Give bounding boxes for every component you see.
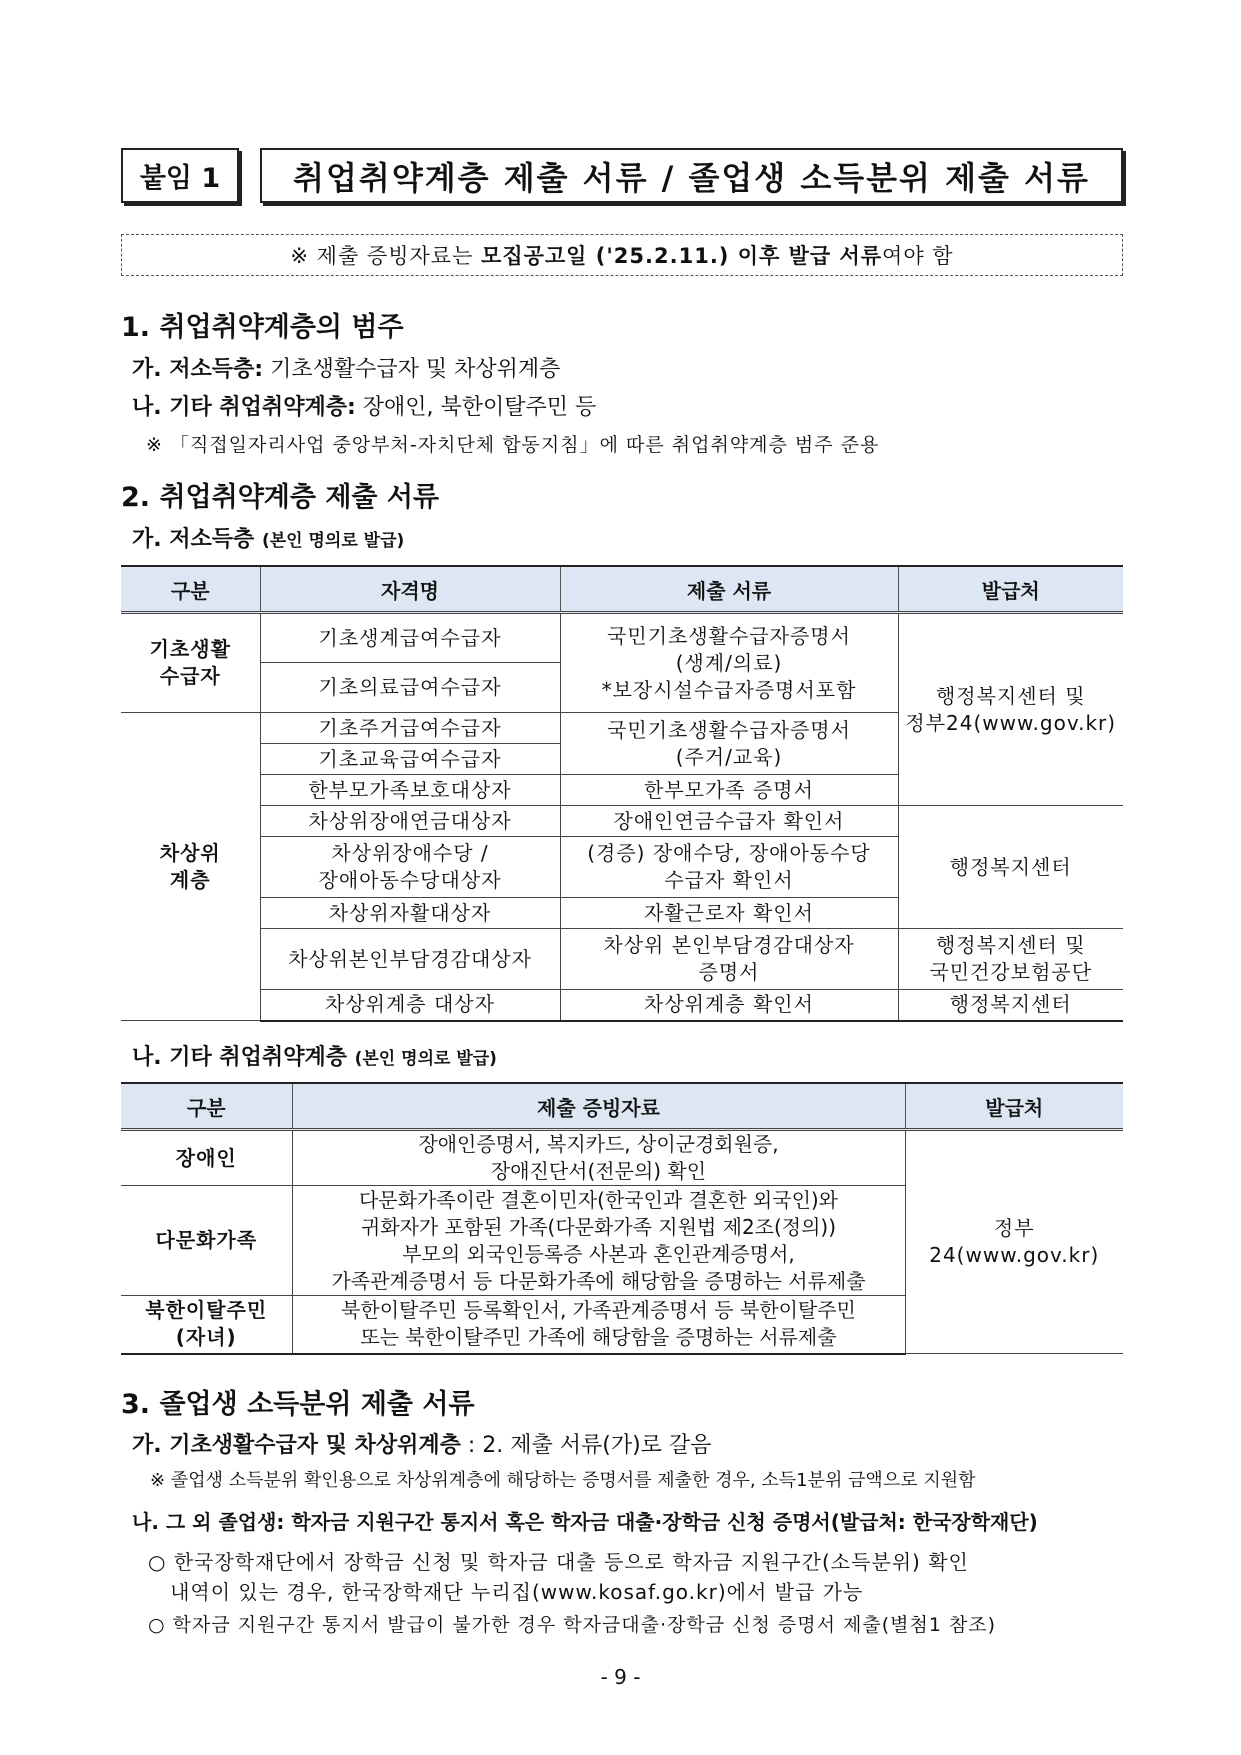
section3-item-a bbox=[132, 1428, 711, 1459]
section1-item-b-text: 장애인, 북한이탈주민 등 bbox=[355, 395, 597, 420]
table-cell: 기초교육급여수급자 bbox=[260, 744, 560, 775]
table2-header-issuer: 발급처 bbox=[905, 1083, 1123, 1130]
section1-item-b bbox=[132, 390, 596, 421]
section3-heading: 3. 졸업생 소득분위 제출 서류 bbox=[121, 1389, 475, 1420]
table-cell: 기초생계급여수급자 bbox=[260, 613, 560, 663]
table-cell: 북한이탈주민 등록확인서, 가족관계증명서 등 북한이탈주민 또는 북한이탈주민 가족에 해당함을 증명하는 서류제출 bbox=[292, 1296, 905, 1354]
table-cell: 차상위본인부담경감대상자 bbox=[260, 929, 560, 990]
table1-header-qualification: 자격명 bbox=[260, 566, 560, 613]
section3-item-a-label: 가. 기초생활수급자 및 차상위계층 bbox=[132, 1433, 461, 1458]
section2-sub-b-note: (본인 명의로 발급) bbox=[354, 1049, 497, 1069]
section2-sub-a bbox=[132, 522, 404, 553]
other-vulnerable-table bbox=[121, 1082, 1123, 1355]
table1-header-issuer: 발급처 bbox=[898, 566, 1123, 613]
table-cell: 국민기초생활수급자증명서 (주거/교육) bbox=[560, 713, 898, 775]
table2-header-category: 구분 bbox=[121, 1083, 292, 1130]
section3-item-b: 나. 그 외 졸업생: 학자금 지원구간 통지서 혹은 학자금 대출·장학금 신청 증명서(발급처: 한국장학재단) bbox=[132, 1510, 1038, 1534]
notice-suffix: 여야 함 bbox=[882, 244, 954, 268]
section3-note: ※ 졸업생 소득분위 확인용으로 차상위계층에 해당하는 증명서를 제출한 경우, 소득1분위 금액으로 지원함 bbox=[150, 1470, 976, 1491]
page-title: 취업취약계층 제출 서류 / 졸업생 소득분위 제출 서류 bbox=[260, 148, 1123, 203]
page-number: - 9 - bbox=[600, 1665, 641, 1689]
table2-header-documents: 제출 증빙자료 bbox=[292, 1083, 905, 1130]
group-basic-livelihood: 기초생활 수급자 bbox=[121, 613, 260, 713]
table-cell: 차상위자활대상자 bbox=[260, 898, 560, 929]
section1-item-a-label: 가. 저소득층: bbox=[132, 357, 264, 382]
table-cell: 차상위장애연금대상자 bbox=[260, 806, 560, 837]
section2-sub-b-label: 나. 기타 취업취약계층 bbox=[132, 1045, 355, 1070]
table-cell: 차상위장애수당 / 장애아동수당대상자 bbox=[260, 837, 560, 898]
section1-heading: 1. 취업취약계층의 범주 bbox=[121, 312, 404, 343]
section3-bullet-1: ○ 한국장학재단에서 장학금 신청 및 학자금 대출 등으로 학자금 지원구간(소득분위) 확인 내역이 있는 경우, 한국장학재단 누리집(www.kosaf.go.kr)에서 발급 가능 bbox=[148, 1550, 969, 1604]
notice-prefix: ※ 제출 증빙자료는 bbox=[290, 244, 482, 268]
table-cell: 장애인증명서, 복지카드, 상이군경회원증, 장애진단서(전문의) 확인 bbox=[292, 1130, 905, 1186]
section3-item-a-text: : 2. 제출 서류(가)로 갈음 bbox=[460, 1433, 712, 1458]
table-cell: 행정복지센터 bbox=[898, 990, 1123, 1021]
table-cell: 행정복지센터 bbox=[898, 806, 1123, 929]
table-cell: 차상위계층 확인서 bbox=[560, 990, 898, 1021]
section1-item-a-text: 기초생활수급자 및 차상위계층 bbox=[263, 357, 561, 382]
table-cell: 정부24(www.gov.kr) bbox=[905, 1130, 1123, 1354]
table-cell: 기초주거급여수급자 bbox=[260, 713, 560, 744]
table-cell: 장애인연금수급자 확인서 bbox=[560, 806, 898, 837]
table-cell: 한부모가족보호대상자 bbox=[260, 775, 560, 806]
group-north-korean-defector: 북한이탈주민 (자녀) bbox=[121, 1296, 292, 1354]
table-cell: 한부모가족 증명서 bbox=[560, 775, 898, 806]
table1-header-documents: 제출 서류 bbox=[560, 566, 898, 613]
table-cell: 차상위계층 대상자 bbox=[260, 990, 560, 1021]
table-cell: 행정복지센터 및 정부24(www.gov.kr) bbox=[898, 613, 1123, 806]
table-cell: 다문화가족이란 결혼이민자(한국인과 결혼한 외국인)와 귀화자가 포함된 가족(다문화가족 지원법 제2조(정의)) 부모의 외국인등록증 사본과 혼인관계증명서, 가족관계증명서 등 다문화가족에 해당함을 증명하는 서류제출 bbox=[292, 1186, 905, 1296]
section3-bullet-2: ○ 학자금 지원구간 통지서 발급이 불가한 경우 학자금대출·장학금 신청 증명서 제출(별첨1 참조) bbox=[148, 1614, 997, 1636]
low-income-table bbox=[121, 565, 1123, 1022]
table-cell: 기초의료급여수급자 bbox=[260, 663, 560, 713]
table-cell: (경증) 장애수당, 장애아동수당 수급자 확인서 bbox=[560, 837, 898, 898]
attachment-label: 붙임 1 bbox=[121, 148, 239, 203]
table1-header-category: 구분 bbox=[121, 566, 260, 613]
table-cell: 국민기초생활수급자증명서 (생계/의료) *보장시설수급자증명서포함 bbox=[560, 613, 898, 713]
notice-box bbox=[121, 234, 1123, 276]
section1-note: ※ 「직접일자리사업 중앙부처-자치단체 합동지침」에 따른 취업취약계층 범주 준용 bbox=[146, 434, 880, 456]
section1-item-a bbox=[132, 352, 560, 383]
group-multicultural: 다문화가족 bbox=[121, 1186, 292, 1296]
table-cell: 행정복지센터 및 국민건강보험공단 bbox=[898, 929, 1123, 990]
section2-sub-a-note: (본인 명의로 발급) bbox=[261, 531, 405, 551]
group-disabled: 장애인 bbox=[121, 1130, 292, 1186]
group-near-poverty: 차상위 계층 bbox=[121, 713, 260, 1021]
section1-item-b-label: 나. 기타 취업취약계층: bbox=[132, 395, 356, 420]
section2-heading: 2. 취업취약계층 제출 서류 bbox=[121, 482, 440, 513]
table-cell: 차상위 본인부담경감대상자 증명서 bbox=[560, 929, 898, 990]
notice-date: 모집공고일 ('25.2.11.) 이후 발급 서류 bbox=[481, 244, 883, 268]
section2-sub-a-label: 가. 저소득층 bbox=[132, 527, 262, 552]
table-cell: 자활근로자 확인서 bbox=[560, 898, 898, 929]
section2-sub-b bbox=[132, 1040, 497, 1071]
